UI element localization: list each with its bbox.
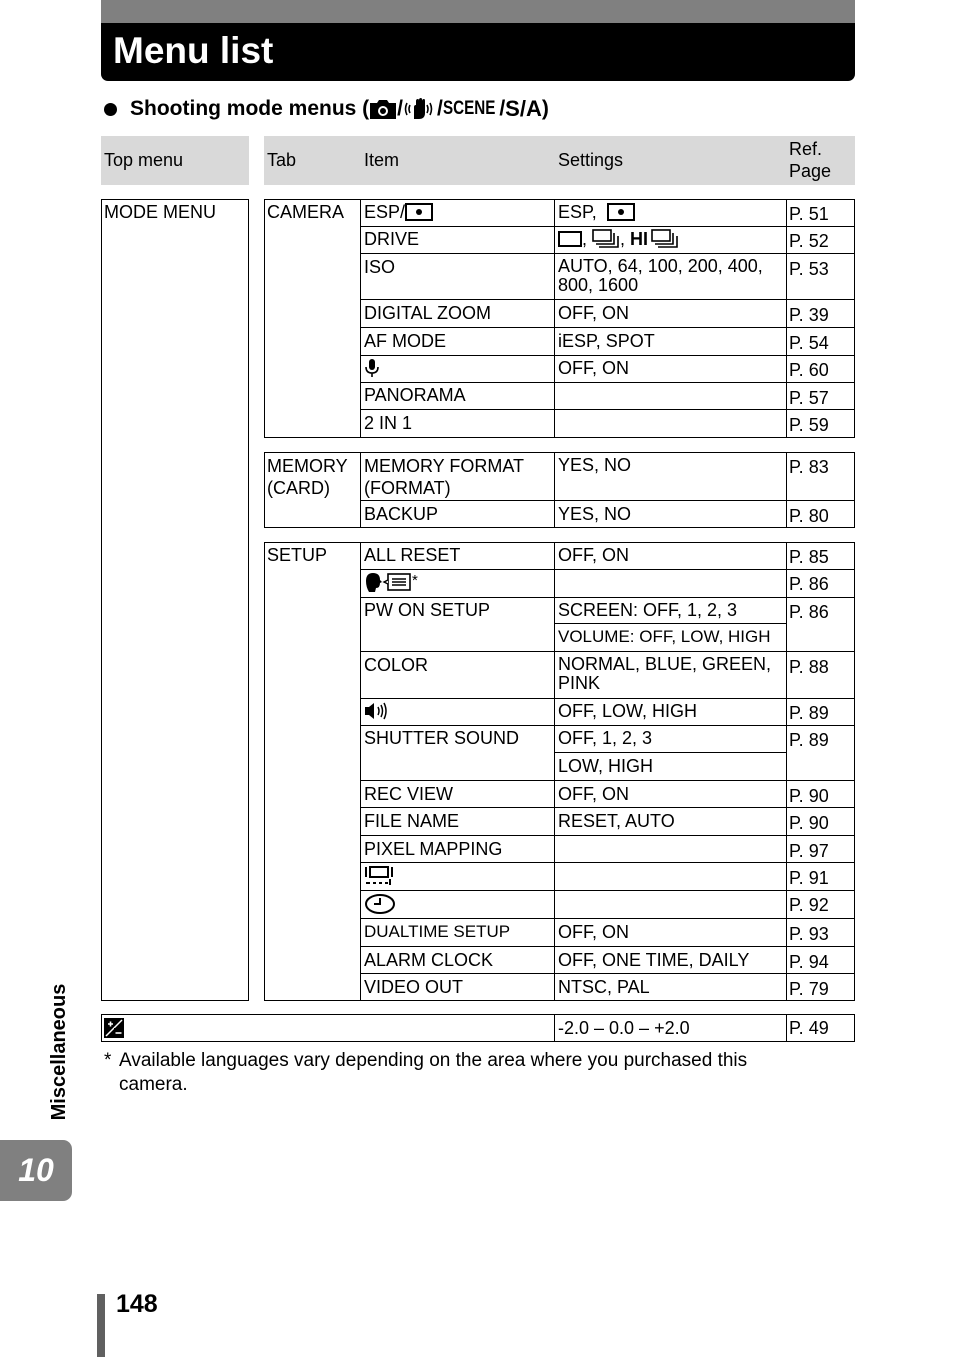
page-title: Menu list <box>113 30 274 71</box>
scene-mode-icon: SCENE <box>442 98 496 119</box>
setting-all-reset: OFF, ON <box>558 545 629 565</box>
setting-shutter-sound-volume: LOW, HIGH <box>558 756 654 776</box>
shutter-aperture-icon: S/A <box>505 96 542 121</box>
top-menu-box <box>101 199 249 1001</box>
setting-video-out: NTSC, PAL <box>558 977 650 997</box>
header-ref-page-2: Page <box>789 161 832 181</box>
setting-digital-zoom: OFF, ON <box>558 303 629 323</box>
title-bar <box>101 0 855 81</box>
setting-pw-on-volume: VOLUME: OFF, LOW, HIGH <box>558 627 771 646</box>
microphone-icon <box>364 358 380 378</box>
item-dualtime-setup: DUALTIME SETUP <box>364 922 511 941</box>
ref-shutter-sound: P. 89 <box>789 730 829 750</box>
header-item: Item <box>364 150 400 170</box>
ref-color: P. 88 <box>789 657 829 677</box>
item-file-name: FILE NAME <box>364 811 460 831</box>
setting-iso: AUTO, 64, 100, 200, 400, 800, 1600 <box>558 256 763 295</box>
chapter-number: 10 <box>18 1152 54 1188</box>
setting-af-mode: iESP, SPOT <box>558 331 655 351</box>
page-number: 148 <box>116 1290 158 1318</box>
section-heading-text: Shooting mode menus ( <box>130 97 370 120</box>
ref-monitor-brightness: P. 91 <box>789 868 829 888</box>
ref-panorama: P. 57 <box>789 388 829 408</box>
item-memory-format: MEMORY FORMAT (FORMAT) <box>364 456 525 498</box>
single-shot-icon <box>558 231 582 247</box>
ref-esp: P. 51 <box>789 204 829 224</box>
item-shutter-sound: SHUTTER SOUND <box>364 728 520 748</box>
setting-microphone: OFF, ON <box>558 358 629 378</box>
ref-alarm-clock: P. 94 <box>789 952 829 972</box>
setting-memory-format: YES, NO <box>558 455 632 475</box>
setting-alarm-clock: OFF, ONE TIME, DAILY <box>558 950 750 970</box>
item-pixel-mapping: PIXEL MAPPING <box>364 839 503 859</box>
item-digital-zoom: DIGITAL ZOOM <box>364 303 492 323</box>
ref-iso: P. 53 <box>789 259 829 279</box>
footnote-text: Available languages vary depending on the area where you purchased this camera. <box>119 1050 748 1095</box>
header-ref-page-1: Ref. <box>789 139 823 159</box>
setting-dualtime-setup: OFF, ON <box>558 922 629 942</box>
sequential-shooting-icon <box>651 229 679 249</box>
beep-sound-icon <box>364 701 390 721</box>
item-video-out: VIDEO OUT <box>364 977 464 997</box>
sequential-shooting-icon <box>592 229 620 249</box>
ref-memory-format: P. 83 <box>789 457 829 477</box>
clock-icon <box>364 893 396 915</box>
item-af-mode: AF MODE <box>364 331 447 351</box>
tab-memory-card: MEMORY (CARD) <box>267 456 348 498</box>
exposure-compensation-icon <box>104 1018 124 1038</box>
ref-all-reset: P. 85 <box>789 547 829 567</box>
item-pw-on-setup: PW ON SETUP <box>364 600 491 620</box>
monitor-brightness-icon <box>364 865 394 887</box>
ref-video-out: P. 79 <box>789 979 829 999</box>
ref-exposure-compensation: P. 49 <box>789 1018 829 1038</box>
setting-shutter-sound-type: OFF, 1, 2, 3 <box>558 728 653 748</box>
footnote-mark: * <box>104 1050 112 1071</box>
ref-pixel-mapping: P. 97 <box>789 841 829 861</box>
setting-beep: OFF, LOW, HIGH <box>558 701 698 721</box>
ref-dualtime-setup: P. 93 <box>789 924 829 944</box>
title-bar-top-strip <box>101 0 855 23</box>
header-top-menu: Top menu <box>104 150 184 170</box>
tab-camera: CAMERA <box>267 202 345 222</box>
ref-microphone: P. 60 <box>789 360 829 380</box>
header-settings: Settings <box>558 150 624 170</box>
item-language: * <box>364 571 418 593</box>
item-alarm-clock: ALARM CLOCK <box>364 950 494 970</box>
top-menu-label: MODE MENU <box>104 202 216 222</box>
item-2-in-1: 2 IN 1 <box>364 413 413 433</box>
header-tab: Tab <box>267 150 297 170</box>
item-iso: ISO <box>364 257 396 277</box>
bullet-icon <box>104 103 117 116</box>
setting-drive: , , HI <box>558 229 679 249</box>
camera-icon <box>369 98 397 120</box>
setting-backup: YES, NO <box>558 504 632 524</box>
ref-backup: P. 80 <box>789 506 829 526</box>
language-icon <box>364 571 412 593</box>
ref-file-name: P. 90 <box>789 813 829 833</box>
ref-digital-zoom: P. 39 <box>789 305 829 325</box>
page-number-bar <box>97 1294 105 1357</box>
item-panorama: PANORAMA <box>364 385 466 405</box>
item-all-reset: ALL RESET <box>364 545 461 565</box>
setting-file-name: RESET, AUTO <box>558 811 675 831</box>
ref-pw-on-setup: P. 86 <box>789 602 829 622</box>
ref-clock: P. 92 <box>789 895 829 915</box>
setting-color: NORMAL, BLUE, GREEN, PINK <box>558 654 772 693</box>
item-color: COLOR <box>364 655 429 675</box>
ref-drive: P. 52 <box>789 231 829 251</box>
chapter-label: Miscellaneous <box>48 983 70 1121</box>
exposure-row <box>101 1014 855 1042</box>
setting-pw-on-screen: SCREEN: OFF, 1, 2, 3 <box>558 600 738 620</box>
ref-language: P. 86 <box>789 574 829 594</box>
ref-rec-view: P. 90 <box>789 786 829 806</box>
item-backup: BACKUP <box>364 504 439 524</box>
item-rec-view: REC VIEW <box>364 784 454 804</box>
setting-exposure-compensation: -2.0 – 0.0 – +2.0 <box>558 1018 690 1038</box>
item-esp-spot: ESP/ <box>364 202 433 222</box>
setting-rec-view: OFF, ON <box>558 784 629 804</box>
section-heading: Shooting mode menus ( / / SCENE / S/A ) <box>104 94 549 124</box>
chapter-tab <box>0 1140 72 1201</box>
guide-hand-icon <box>403 97 437 121</box>
tab-setup: SETUP <box>267 545 328 565</box>
spot-metering-icon <box>405 203 433 221</box>
ref-2-in-1: P. 59 <box>789 415 829 435</box>
spot-metering-icon <box>607 203 635 221</box>
ref-beep: P. 89 <box>789 703 829 723</box>
ref-af-mode: P. 54 <box>789 333 829 353</box>
item-drive: DRIVE <box>364 229 420 249</box>
setting-esp-spot: ESP, <box>558 202 635 222</box>
